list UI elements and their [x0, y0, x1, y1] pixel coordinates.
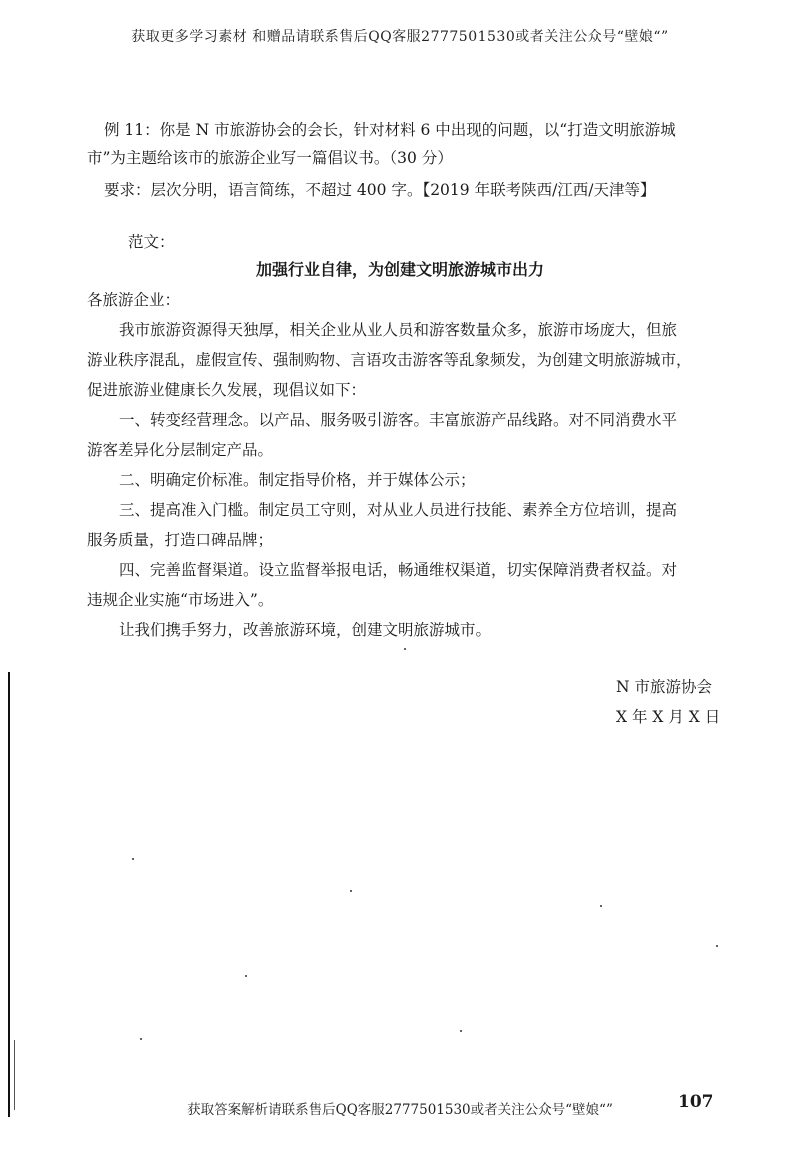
header-watermark: 获取更多学习素材 和赠品请联系售后QQ客服2777501530或者关注公众号“壁娘“” [131, 29, 669, 45]
question-line-2: 市”为主题给该市的旅游企业写一篇倡议书。（30 分） [87, 149, 453, 167]
question-requirement: 要求：层次分明，语言简练，不超过 400 字。【2019 年联考陕西/江西/天津等】 [104, 181, 656, 199]
essay-label: 范文： [128, 233, 175, 251]
essay-line: 违规企业实施“市场进入”。 [87, 591, 274, 609]
essay-line: 让我们携手努力，改善旅游环境，创建文明旅游城市。 [119, 621, 492, 639]
scan-speck [404, 648, 406, 650]
scan-speck [245, 975, 247, 977]
essay-line: 我市旅游资源得天独厚，相关企业从业人员和游客数量众多，旅游市场庞大，但旅 [119, 321, 678, 339]
essay-line: 四、完善监督渠道。设立监督举报电话，畅通维权渠道，切实保障消费者权益。对 [119, 561, 678, 579]
scan-speck [140, 1038, 142, 1040]
scan-speck [350, 890, 352, 892]
essay-line: 二、明确定价标准。制定指导价格，并于媒体公示； [119, 471, 476, 489]
essay-title: 加强行业自律，为创建文明旅游城市出力 [255, 260, 544, 279]
scan-speck [600, 905, 602, 907]
essay-line: 三、提高准入门槛。制定员工守则，对从业人员进行技能、素养全方位培训，提高 [119, 501, 678, 519]
scan-speck [716, 945, 718, 947]
essay-line: 游业秩序混乱，虚假宣传、强制购物、言语攻击游客等乱象频发，为创建文明旅游城市， [87, 351, 692, 369]
essay-line: 服务质量，打造口碑品牌； [87, 531, 274, 549]
page-number: 107 [678, 1092, 714, 1112]
scan-speck [132, 858, 134, 860]
scan-speck [460, 1030, 462, 1032]
footer-watermark: 获取答案解析请联系售后QQ客服2777501530或者关注公众号“壁娘“” [187, 1102, 613, 1118]
essay-line: 促进旅游业健康长久发展，现倡议如下： [87, 381, 367, 399]
scan-edge-line [8, 672, 10, 1117]
date: X 年 X 月 X 日 [616, 708, 721, 726]
question-line-1: 例 11：你是 N 市旅游协会的会长，针对材料 6 中出现的问题，以“打造文明旅游城 [104, 121, 676, 139]
essay-line: 一、转变经营理念。以产品、服务吸引游客。丰富旅游产品线路。对不同消费水平 [119, 411, 678, 429]
essay-line: 游客差异化分层制定产品。 [87, 441, 274, 459]
salutation: 各旅游企业： [87, 291, 181, 309]
signature: N 市旅游协会 [616, 678, 712, 696]
scan-edge-line [14, 1040, 15, 1110]
